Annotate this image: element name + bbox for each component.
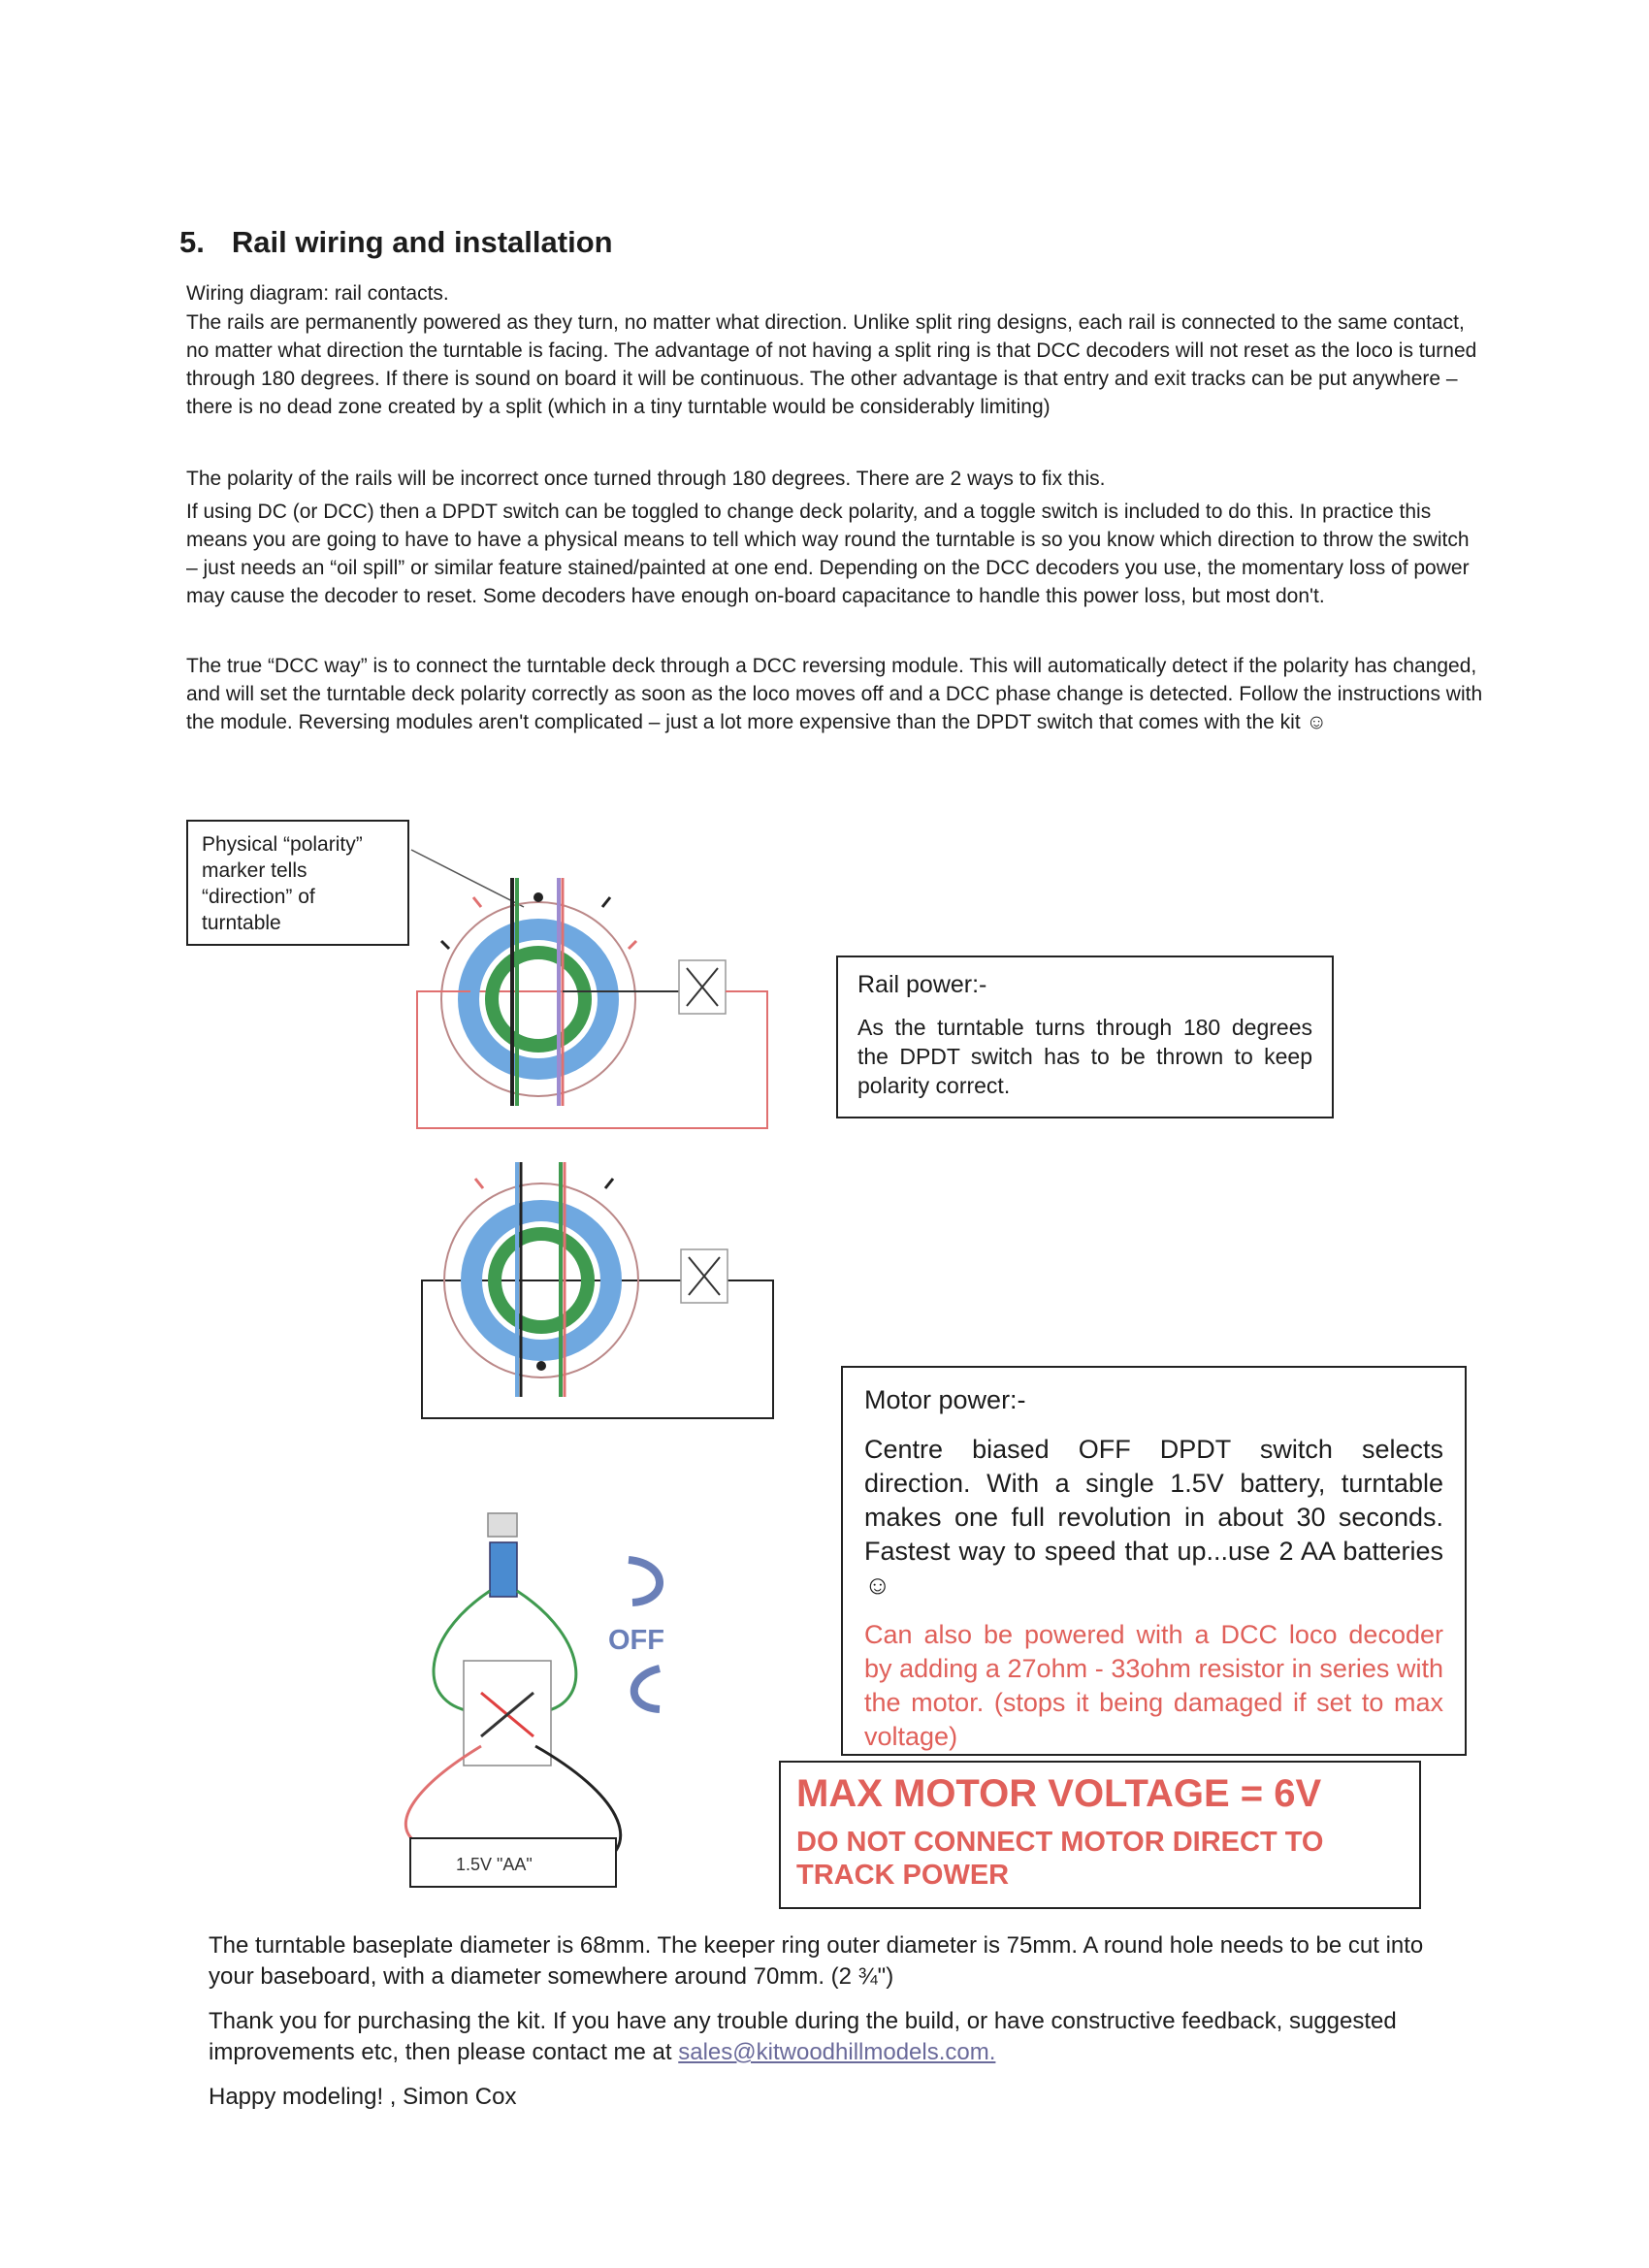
footer [209,1930,1470,2126]
signoff-text: Happy modeling! , Simon Cox [209,2084,517,2110]
motor-power-body: Centre biased OFF DPDT switch selects direction. With a single 1.5V battery, turntable makes one full revolution in about 30 seconds. Fastest way to speed that up...use 2 AA batteries ☺ [864,1435,1443,1600]
motor-shaft-icon [488,1513,517,1537]
rail-power-body: As the turntable turns through 180 degrees the DPDT switch has to be thrown to keep polarity correct. [857,1015,1312,1098]
motor-wiring-diagram [405,1513,664,1887]
rail-power-title: Rail power:- [857,971,987,998]
paragraph-4: The true “DCC way” is to connect the turntable deck through a DCC reversing module. This will automatically detect if the polarity has changed, and will set the turntable deck polarity correctly as soon as the loco moves off and a DCC phase change is detected. Follow the instructions with the module. Reversing modules aren't complicated – just a lot more expensive than the DPDT switch that comes with the kit ☺ [186,655,1483,733]
email-link[interactable]: sales@kitwoodhillmodels.com. [678,2039,996,2065]
section-title: Rail wiring and installation [231,225,613,259]
thanks-text: Thank you for purchasing the kit. If you have any trouble during the build, or have constructive feedback, suggested improvements etc, then please contact me at sales@kitwoodhillmodels.com. [209,2008,1397,2065]
rail-power-box [836,956,1334,1118]
paragraph-1: The rails are permanently powered as they turn, no matter what direction. Unlike split ring designs, each rail is connected to the same contact, no matter what direction the turntable is facing. The advantage of not having a split ring is that DCC decoders will not reset as the loco is turned through 180 degrees. If there is sound on board it will be continuous. The other advantage is that entry and exit tracks can be put anywhere – there is no dead zone created by a split (which in a tiny turntable would be considerably limiting) [186,311,1477,418]
max-voltage-warning: MAX MOTOR VOLTAGE = 6V [796,1772,1322,1815]
off-label: OFF [608,1625,664,1656]
motor-power-title: Motor power:- [864,1385,1026,1414]
dpdt-switch-icon [679,960,726,1014]
rotate-arrow-icon [629,1560,660,1603]
callout-pointer [411,850,524,907]
paragraph-3: If using DC (or DCC) then a DPDT switch can be toggled to change deck polarity, and a toggle switch is included to do this. In practice this means you are going to have to have a physical means to tell which way round the turntable is so you know which direction to throw the switch – just needs an “oil spill” or similar feature stained/painted at one end. Depending on the DCC decoders you use, the momentary loss of power may cause the decoder to reset. Some decoders have enough on-board capacitance to handle this power loss, but most don't. [186,501,1470,607]
intro-text: Wiring diagram: rail contacts. [186,282,449,305]
dcc-decoder-note: Can also be powered with a DCC loco decoder by adding a 27ohm - 33ohm resistor in series with the motor. (stops it being damaged if set to max voltage) [864,1620,1443,1751]
turntable-diagram-bottom [422,1162,773,1418]
voltage-warning-box [779,1761,1421,1909]
track-power-warning: DO NOT CONNECT MOTOR DIRECT TO TRACK POWER [796,1827,1324,1891]
green-ring [492,953,585,1046]
motor-icon [490,1542,517,1597]
motor-power-box [841,1366,1467,1756]
polarity-marker-dot [534,892,543,902]
turntable-diagram-top [417,878,767,1128]
polarity-marker-callout: Physical “polarity” marker tells “direction” of turntable [186,820,409,946]
baseplate-text: The turntable baseplate diameter is 68mm. The keeper ring outer diameter is 75mm. A round hole needs to be cut into your baseboard, with a diameter somewhere around 70mm. (2 ¾") [209,1932,1424,1990]
rotate-arrow-icon-2 [634,1669,660,1709]
section-number: 5. [179,225,205,259]
battery-label: 1.5V "AA" [456,1855,533,1874]
paragraph-2: The polarity of the rails will be incorrect once turned through 180 degrees. There are 2 ways to fix this. [186,468,1106,490]
